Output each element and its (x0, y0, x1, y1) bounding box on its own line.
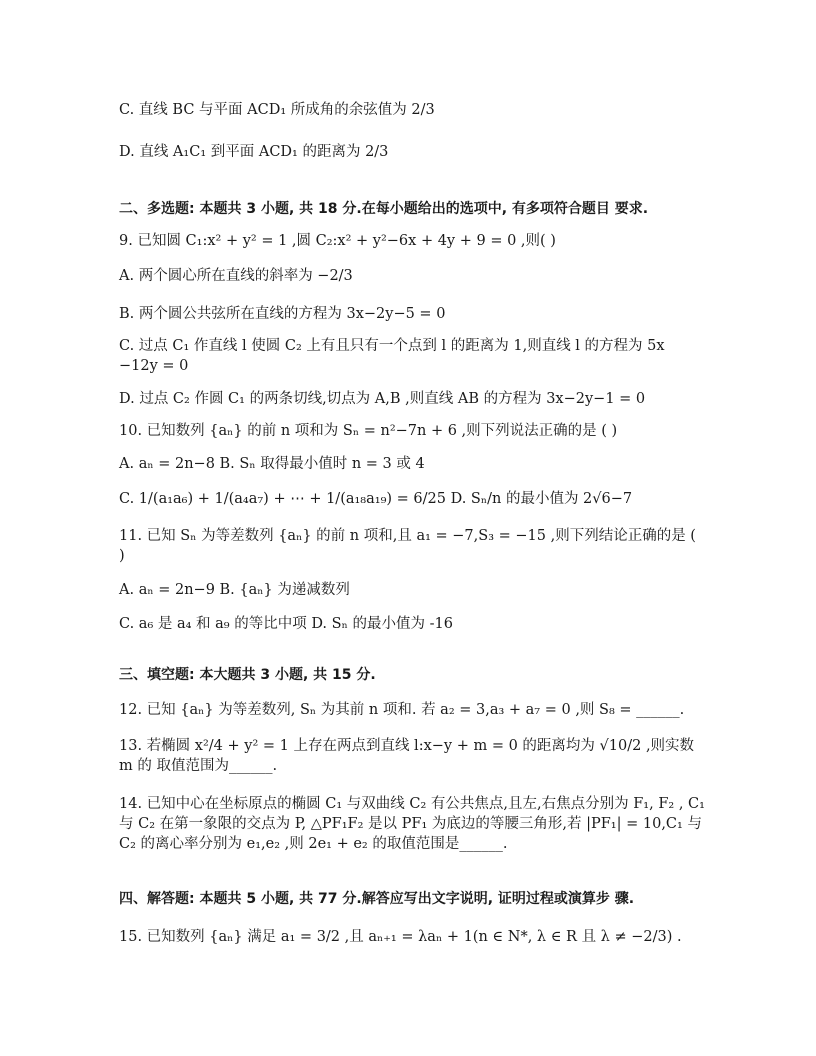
option-8c: C. 直线 BC 与平面 ACD₁ 所成角的余弦值为 2/3 (119, 102, 435, 118)
section-heading-fill-blank: 三、填空题: 本大题共 3 小题, 共 15 分. (119, 667, 376, 683)
section-heading-multiple-choice: 二、多选题: 本题共 3 小题, 共 18 分.在每小题给出的选项中, 有多项符合题目 要求. (119, 201, 649, 217)
option-9c: C. 过点 C₁ 作直线 l 使圆 C₂ 上有且只有一个点到 l 的距离为 1,则直线 l 的方程为 5x −12y = 0 (119, 338, 665, 374)
section-heading-answer: 四、解答题: 本题共 5 小题, 共 77 分.解答应写出文字说明, 证明过程或演算步 骤. (119, 891, 635, 907)
option-9b: B. 两个圆公共弦所在直线的方程为 3x−2y−5 = 0 (119, 306, 446, 322)
question-15: 15. 已知数列 {aₙ} 满足 a₁ = 3/2 ,且 aₙ₊₁ = λaₙ + 1(n ∈ N*, λ ∈ R 且 λ ≠ −2/3) . (119, 929, 682, 945)
option-10cd: C. 1/(a₁a₆) + 1/(a₄a₇) + ⋯ + 1/(a₁₈a₁₉) = 6/25 D. Sₙ/n 的最小值为 2√6−7 (119, 491, 633, 507)
question-12: 12. 已知 {aₙ} 为等差数列, Sₙ 为其前 n 项和. 若 a₂ = 3,a₃ + a₇ = 0 ,则 S₈ = ______. (119, 702, 685, 718)
question-13: 13. 若椭圆 x²/4 + y² = 1 上存在两点到直线 l:x−y + m = 0 的距离均为 √10/2 ,则实数 m 的 取值范围为______. (119, 738, 695, 774)
option-9a: A. 两个圆心所在直线的斜率为 −2/3 (119, 268, 353, 284)
option-8d: D. 直线 A₁C₁ 到平面 ACD₁ 的距离为 2/3 (119, 144, 389, 160)
question-14: 14. 已知中心在坐标原点的椭圆 C₁ 与双曲线 C₂ 有公共焦点,且左,右焦点分别为 F₁, F₂ , C₁ 与 C₂ 在第一象限的交点为 P, △PF₁F₂ 是以 PF₁ 为底边的等腰三角形,若 |PF₁| = 10,C₁ 与 C₂ 的离心率分别为 e₁,e₂ ,则 2e₁ + e₂ 的取值范围是______. (119, 796, 705, 852)
question-11: 11. 已知 Sₙ 为等差数列 {aₙ} 的前 n 项和,且 a₁ = −7,S₃ = −15 ,则下列结论正确的是 ( ) (119, 528, 696, 564)
question-9: 9. 已知圆 C₁:x² + y² = 1 ,圆 C₂:x² + y²−6x + 4y + 9 = 0 ,则( ) (119, 233, 556, 249)
option-9d: D. 过点 C₂ 作圆 C₁ 的两条切线,切点为 A,B ,则直线 AB 的方程为 3x−2y−1 = 0 (119, 391, 646, 407)
option-11ab: A. aₙ = 2n−9 B. {aₙ} 为递减数列 (119, 582, 350, 598)
option-11cd: C. a₆ 是 a₄ 和 a₉ 的等比中项 D. Sₙ 的最小值为 -16 (119, 616, 453, 632)
question-10: 10. 已知数列 {aₙ} 的前 n 项和为 Sₙ = n²−7n + 6 ,则下列说法正确的是 ( ) (119, 423, 618, 439)
option-10ab: A. aₙ = 2n−8 B. Sₙ 取得最小值时 n = 3 或 4 (119, 456, 425, 472)
